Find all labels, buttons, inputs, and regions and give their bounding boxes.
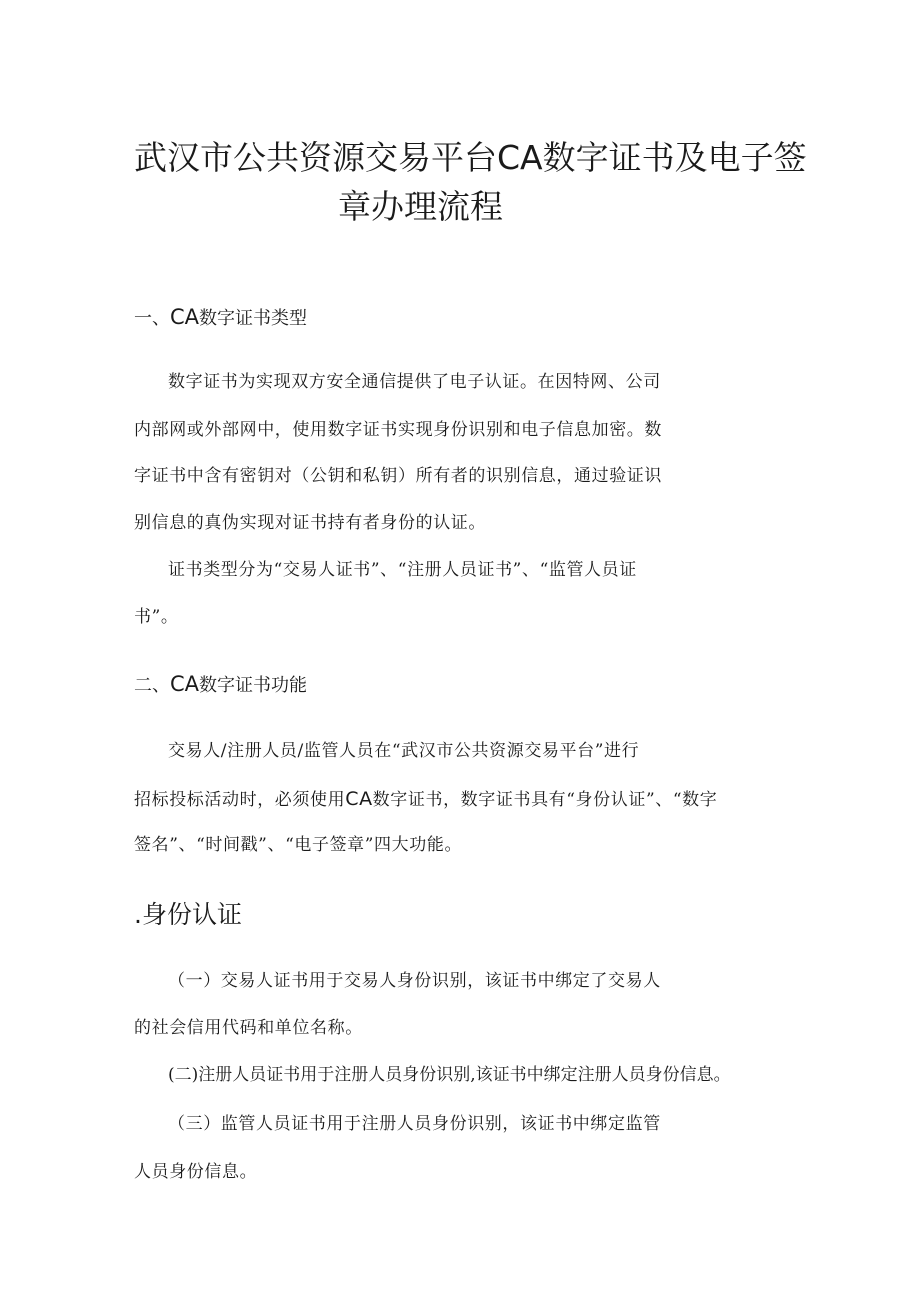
section-1-heading: [134, 305, 307, 331]
section-1-para-2-line: 书”。: [134, 607, 179, 627]
section-1-para-1-line: 内部网或外部网中，使用数字证书实现身份识别和电子信息加密。数: [134, 420, 662, 440]
section-1-para-2-line: 证书类型分为“交易人证书”、“注册人员证书”、“监管人员证: [168, 560, 637, 580]
section-2-heading: [134, 672, 307, 698]
subsection-item-3-line: 人员身份信息。: [134, 1162, 258, 1182]
subsection-item-2-line: (二)注册人员证书用于注册人员身份识别,该证书中绑定注册人员身份信息。: [168, 1065, 731, 1085]
section-1-heading-suffix: 数字证书类型: [199, 308, 308, 329]
section-1-para-1-line: 数字证书为实现双方安全通信提供了电子认证。在因特网、公司: [168, 372, 661, 392]
subsection-identity-heading: .身份认证: [134, 900, 242, 929]
section-1-para-1-line: 字证书中含有密钥对（公钥和私钥）所有者的识别信息，通过验证识: [134, 466, 662, 486]
section-2-para-line: 签名”、“时间戳”、“电子签章”四大功能。: [134, 835, 463, 855]
section-1-para-1-line: 别信息的真伪实现对证书持有者身份的认证。: [134, 513, 486, 533]
section-1-heading-latin: CA: [170, 305, 200, 329]
section-2-para-line: [134, 787, 717, 812]
subsection-item-1-line: （一）交易人证书用于交易人身份识别，该证书中绑定了交易人: [168, 971, 661, 991]
subsection-item-1-line: 的社会信用代码和单位名称。: [134, 1018, 363, 1038]
document-title-line-2: 章办理流程: [338, 187, 503, 226]
section-1-heading-prefix: 一、: [134, 308, 170, 329]
document-title-line-1: 武汉市公共资源交易平台CA数字证书及电子签: [134, 138, 807, 177]
section-2-para-text: 数字证书，数字证书具有“身份认证”、“数字: [372, 790, 718, 810]
section-2-para-text: 招标投标活动时，必须使用: [134, 790, 346, 810]
section-2-para-latin: CA: [345, 788, 373, 810]
subsection-item-3-line: （三）监管人员证书用于注册人员身份识别，该证书中绑定监管: [168, 1114, 661, 1134]
section-2-heading-latin: CA: [170, 672, 200, 696]
section-2-heading-suffix: 数字证书功能: [199, 675, 308, 696]
section-2-para-line: 交易人/注册人员/监管人员在“武汉市公共资源交易平台”进行: [168, 741, 640, 761]
section-2-heading-prefix: 二、: [134, 675, 170, 696]
